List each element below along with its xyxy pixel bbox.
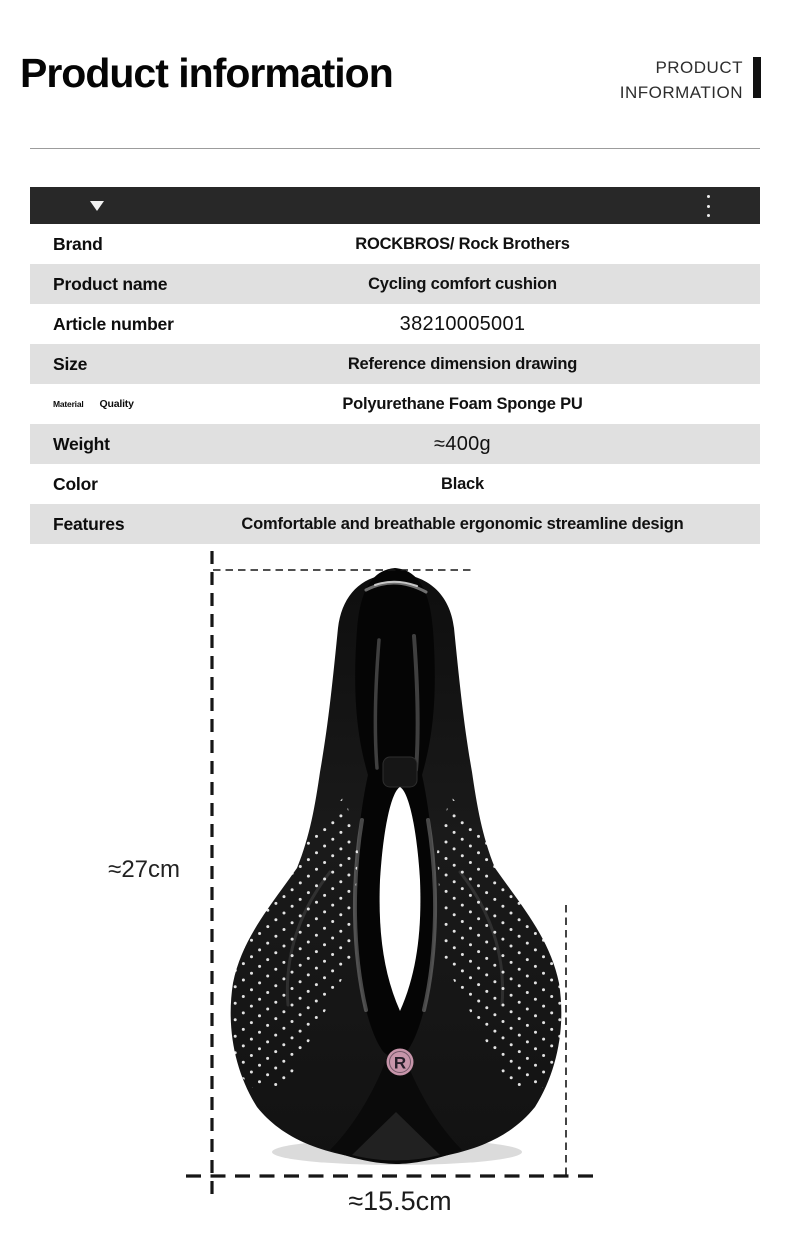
table-row	[30, 264, 760, 304]
row-value: Reference dimension drawing	[347, 354, 578, 373]
corner-watermark-line1: PRODUCT	[655, 58, 743, 77]
row-label: Brand	[53, 233, 103, 254]
table-row	[30, 224, 760, 264]
spec-table	[30, 187, 760, 544]
width-dimension-label: ≈15.5cm	[348, 1186, 452, 1216]
row-label-rest: Quality	[99, 398, 134, 410]
table-row	[30, 344, 760, 384]
product-image	[0, 542, 790, 1235]
row-label: Product name	[53, 273, 168, 294]
row-value: ≈400g	[434, 432, 491, 455]
row-label	[53, 384, 134, 424]
row-label: Color	[53, 473, 98, 494]
corner-watermark	[620, 55, 743, 105]
spec-rows	[30, 224, 760, 544]
dropdown-arrow-icon[interactable]	[90, 201, 104, 211]
row-value: Cycling comfort cushion	[368, 274, 557, 293]
kebab-menu-icon[interactable]	[701, 195, 715, 217]
row-value: Black	[440, 474, 485, 493]
row-label: Weight	[53, 433, 110, 454]
rockbros-logo-letter: R	[393, 1053, 407, 1073]
corner-watermark-line2: INFORMATION	[619, 83, 743, 102]
row-label: Features	[53, 513, 125, 534]
row-label: Article number	[53, 313, 174, 334]
row-value: Polyurethane Foam Sponge PU	[342, 394, 583, 413]
row-label: Size	[53, 353, 88, 374]
table-header-bar	[30, 187, 760, 224]
saddle-center-tab	[383, 757, 417, 787]
row-value: Comfortable and breathable ergonomic streamline design	[241, 514, 684, 533]
table-row	[30, 384, 760, 424]
table-row	[30, 424, 760, 464]
corner-accent-bar	[753, 57, 761, 98]
table-row	[30, 304, 760, 344]
table-row	[30, 464, 760, 504]
page-title: Product information	[20, 50, 393, 96]
height-dimension-label: ≈27cm	[108, 856, 180, 883]
row-value: ROCKBROS/ Rock Brothers	[355, 234, 570, 253]
row-value: 38210005001	[399, 312, 526, 335]
header-divider	[30, 148, 760, 149]
product-figure	[0, 542, 790, 1235]
row-label-small: Material	[53, 399, 84, 409]
table-row	[30, 504, 760, 544]
